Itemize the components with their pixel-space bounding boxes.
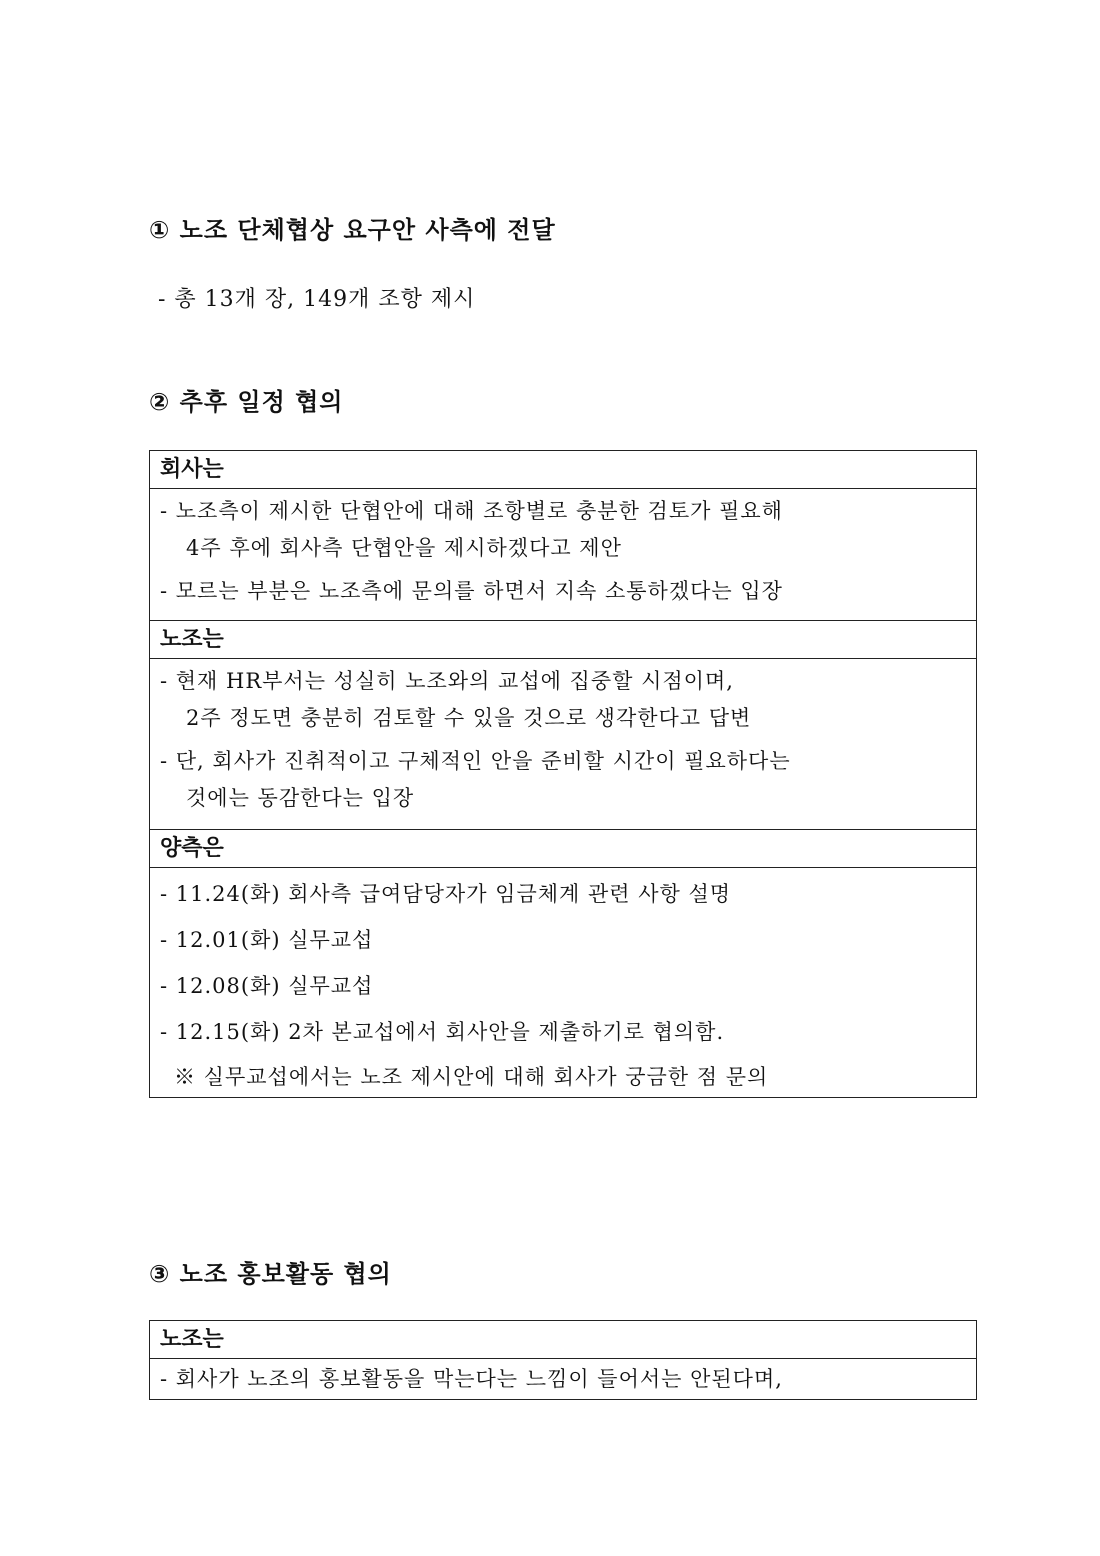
union-promotion-body <box>150 1359 976 1402</box>
promotion-discussion-table <box>149 1320 977 1400</box>
section3-heading: ③ 노조 홍보활동 협의 <box>149 1260 392 1288</box>
list-item-text: - 노조측이 제시한 단협안에 대해 조항별로 충분한 검토가 필요해 <box>160 499 783 523</box>
list-item: - 회사가 노조의 홍보활동을 막는다는 느낌이 들어서는 안된다며, <box>160 1367 783 1391</box>
section1-heading: ① 노조 단체협상 요구안 사측에 전달 <box>149 216 556 244</box>
list-item-text: - 단, 회사가 진취적이고 구체적인 안을 준비할 시간이 필요하다는 <box>160 749 791 773</box>
company-position-label: 회사는 <box>150 451 976 489</box>
both-sides-label: 양측은 <box>150 830 976 868</box>
company-position-body <box>150 489 976 621</box>
list-item-text: - 현재 HR부서는 성실히 노조와의 교섭에 집중할 시점이며, <box>160 669 734 693</box>
list-item-continuation: 2주 정도면 충분히 검토할 수 있을 것으로 생각한다고 답변 <box>186 706 752 730</box>
note-line: ※ 실무교섭에서는 노조 제시안에 대해 회사가 궁금한 점 문의 <box>174 1065 769 1089</box>
list-item-continuation: 것에는 동감한다는 입장 <box>186 786 415 810</box>
union-promotion-label: 노조는 <box>150 1321 976 1359</box>
union-position-body <box>150 659 976 830</box>
union-position-label: 노조는 <box>150 621 976 659</box>
list-item <box>160 492 968 566</box>
list-item-continuation: 4주 후에 회사측 단협안을 제시하겠다고 제안 <box>186 536 622 560</box>
schedule-discussion-table <box>149 450 977 1098</box>
list-item-text: - 모르는 부분은 노조측에 문의를 하면서 지속 소통하겠다는 입장 <box>160 579 783 603</box>
both-sides-body <box>150 868 976 1103</box>
list-item <box>160 572 968 610</box>
schedule-item: - 12.01(화) 실무교섭 <box>160 928 374 952</box>
schedule-item: - 12.15(화) 2차 본교섭에서 회사안을 제출하기로 협의함. <box>160 1020 725 1044</box>
schedule-item: - 12.08(화) 실무교섭 <box>160 974 374 998</box>
list-item <box>160 662 968 736</box>
list-item <box>160 742 968 816</box>
schedule-item: - 11.24(화) 회사측 급여담당자가 임금체계 관련 사항 설명 <box>160 882 732 906</box>
section1-summary-line: - 총 13개 장, 149개 조항 제시 <box>158 287 476 312</box>
section2-heading: ② 추후 일정 협의 <box>149 388 344 416</box>
